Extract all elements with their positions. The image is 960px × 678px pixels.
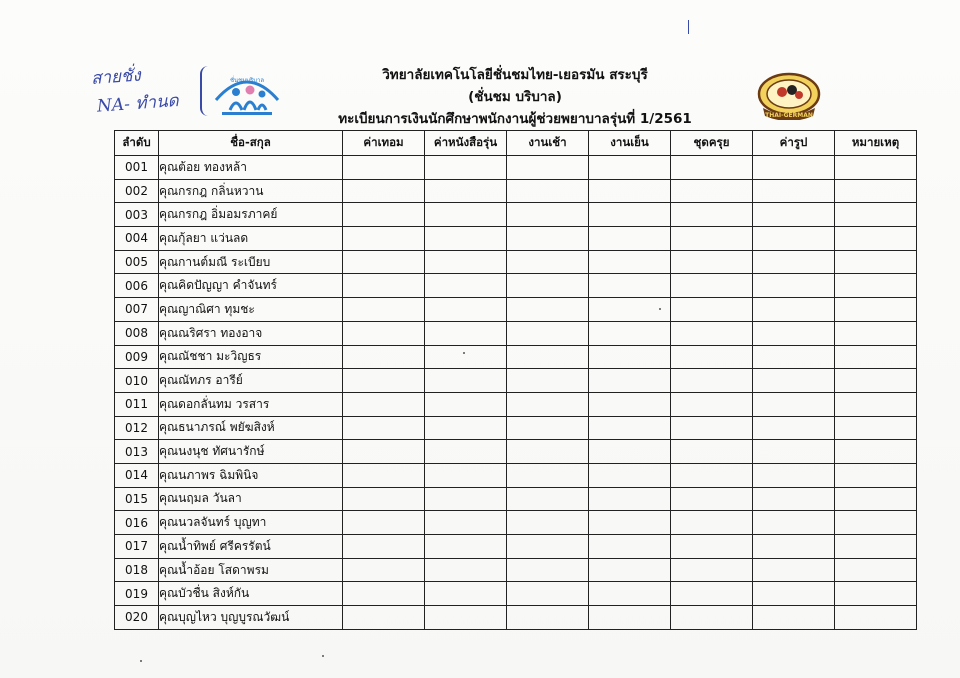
column-header-photo: ค่ารูป	[753, 131, 835, 156]
remarks-cell	[835, 440, 917, 464]
campus-name: (ชั่นชม บริบาล)	[468, 89, 562, 105]
row-number: 004	[115, 227, 159, 251]
evening-event-cell	[589, 416, 671, 440]
table-row	[115, 369, 917, 393]
row-number: 018	[115, 558, 159, 582]
gown-cell	[671, 203, 753, 227]
evening-event-cell	[589, 321, 671, 345]
evening-event-cell	[589, 582, 671, 606]
student-name: คุณณริศรา ทองอาจ	[159, 321, 343, 345]
row-number: 005	[115, 250, 159, 274]
row-number: 015	[115, 487, 159, 511]
document-title: ทะเบียนการเงินนักศึกษาพนักงานผู้ช่วยพยาบาลรุ่นที่ 1/2561	[338, 111, 692, 127]
row-number: 014	[115, 463, 159, 487]
row-number: 010	[115, 369, 159, 393]
table-row	[115, 392, 917, 416]
photo-cell	[753, 463, 835, 487]
tuition-cell	[343, 321, 425, 345]
table-row	[115, 558, 917, 582]
morning-event-cell	[507, 463, 589, 487]
column-header-morning-event: งานเช้า	[507, 131, 589, 156]
table-row	[115, 416, 917, 440]
evening-event-cell	[589, 227, 671, 251]
morning-event-cell	[507, 250, 589, 274]
gown-cell	[671, 558, 753, 582]
photo-cell	[753, 606, 835, 630]
tuition-cell	[343, 203, 425, 227]
gown-cell	[671, 227, 753, 251]
gown-cell	[671, 321, 753, 345]
tuition-cell	[343, 463, 425, 487]
remarks-cell	[835, 582, 917, 606]
photo-cell	[753, 369, 835, 393]
row-number: 009	[115, 345, 159, 369]
yearbook-cell	[425, 582, 507, 606]
student-name: คุณณัทภร อารีย์	[159, 369, 343, 393]
row-number: 008	[115, 321, 159, 345]
table-row	[115, 487, 917, 511]
photo-cell	[753, 416, 835, 440]
college-logo-left	[212, 70, 282, 118]
remarks-cell	[835, 156, 917, 180]
morning-event-cell	[507, 156, 589, 180]
gown-cell	[671, 606, 753, 630]
table-header-row	[115, 131, 917, 156]
gown-cell	[671, 416, 753, 440]
student-name: คุณญาณิศา ทุมชะ	[159, 298, 343, 322]
yearbook-cell	[425, 227, 507, 251]
pen-mark	[688, 20, 689, 34]
student-name: คุณนฤมล วันลา	[159, 487, 343, 511]
photo-cell	[753, 227, 835, 251]
student-name: คุณดอกลั่นทม วรสาร	[159, 392, 343, 416]
tuition-cell	[343, 369, 425, 393]
student-name: คุณกรกฎ กลิ่นหวาน	[159, 179, 343, 203]
remarks-cell	[835, 345, 917, 369]
yearbook-cell	[425, 321, 507, 345]
photo-cell	[753, 203, 835, 227]
tuition-cell	[343, 582, 425, 606]
tuition-cell	[343, 606, 425, 630]
tuition-cell	[343, 440, 425, 464]
yearbook-cell	[425, 440, 507, 464]
morning-event-cell	[507, 416, 589, 440]
table-row	[115, 274, 917, 298]
remarks-cell	[835, 535, 917, 559]
student-name: คุณน้ำทิพย์ ศรีครรัตน์	[159, 535, 343, 559]
morning-event-cell	[507, 440, 589, 464]
gown-cell	[671, 440, 753, 464]
table-row	[115, 440, 917, 464]
handwritten-line-1: สายชั่ง	[90, 65, 142, 89]
tuition-cell	[343, 179, 425, 203]
morning-event-cell	[507, 511, 589, 535]
gown-cell	[671, 298, 753, 322]
photo-cell	[753, 582, 835, 606]
student-name: คุณต้อย ทองหล้า	[159, 156, 343, 180]
student-name: คุณบัวชื่น สิงห์กัน	[159, 582, 343, 606]
morning-event-cell	[507, 582, 589, 606]
student-name: คุณธนาภรณ์ พยัฆสิงห์	[159, 416, 343, 440]
remarks-cell	[835, 392, 917, 416]
row-number: 019	[115, 582, 159, 606]
morning-event-cell	[507, 274, 589, 298]
tuition-cell	[343, 511, 425, 535]
table-row	[115, 535, 917, 559]
yearbook-cell	[425, 558, 507, 582]
yearbook-cell	[425, 156, 507, 180]
photo-cell	[753, 156, 835, 180]
student-name: คุณนงนุช ทัศนารักษ์	[159, 440, 343, 464]
evening-event-cell	[589, 606, 671, 630]
row-number: 002	[115, 179, 159, 203]
evening-event-cell	[589, 179, 671, 203]
student-name: คุณกุ้ลยา แว่นลด	[159, 227, 343, 251]
photo-cell	[753, 487, 835, 511]
student-name: คุณน้ำอ้อย โสดาพรม	[159, 558, 343, 582]
yearbook-cell	[425, 250, 507, 274]
college-name: วิทยาลัยเทคโนโลยีชั่นชมไทย-เยอรมัน สระบุรี	[382, 67, 648, 83]
row-number: 011	[115, 392, 159, 416]
gown-cell	[671, 179, 753, 203]
yearbook-cell	[425, 392, 507, 416]
remarks-cell	[835, 416, 917, 440]
gown-cell	[671, 369, 753, 393]
morning-event-cell	[507, 392, 589, 416]
table-row	[115, 156, 917, 180]
tuition-cell	[343, 298, 425, 322]
evening-event-cell	[589, 511, 671, 535]
student-name: คุณกรกฎ อิ่มอมรภาคย์	[159, 203, 343, 227]
gown-cell	[671, 511, 753, 535]
photo-cell	[753, 298, 835, 322]
tuition-cell	[343, 156, 425, 180]
table-row	[115, 203, 917, 227]
tuition-cell	[343, 227, 425, 251]
remarks-cell	[835, 227, 917, 251]
table-row	[115, 298, 917, 322]
evening-event-cell	[589, 487, 671, 511]
logo-left-text: ชั่นชมบริบาล	[229, 77, 265, 84]
tuition-cell	[343, 487, 425, 511]
row-number: 017	[115, 535, 159, 559]
table-row	[115, 582, 917, 606]
remarks-cell	[835, 203, 917, 227]
tuition-cell	[343, 345, 425, 369]
tuition-cell	[343, 392, 425, 416]
column-header-gown: ชุดครุย	[671, 131, 753, 156]
morning-event-cell	[507, 227, 589, 251]
remarks-cell	[835, 298, 917, 322]
morning-event-cell	[507, 321, 589, 345]
tuition-cell	[343, 535, 425, 559]
evening-event-cell	[589, 156, 671, 180]
row-number: 006	[115, 274, 159, 298]
morning-event-cell	[507, 203, 589, 227]
student-name: คุณนภาพร ฉิมพินิจ	[159, 463, 343, 487]
evening-event-cell	[589, 463, 671, 487]
remarks-cell	[835, 511, 917, 535]
row-number: 001	[115, 156, 159, 180]
yearbook-cell	[425, 179, 507, 203]
table-row	[115, 179, 917, 203]
column-header-number: ลำดับ	[115, 131, 159, 156]
table-row	[115, 345, 917, 369]
student-name: คุณนวลจันทร์ บุญทา	[159, 511, 343, 535]
logo-right-text: THAI-GERMAN	[765, 112, 813, 119]
column-header-yearbook: ค่าหนังสือรุ่น	[425, 131, 507, 156]
yearbook-cell	[425, 274, 507, 298]
row-number: 016	[115, 511, 159, 535]
row-number: 007	[115, 298, 159, 322]
photo-cell	[753, 321, 835, 345]
remarks-cell	[835, 487, 917, 511]
yearbook-cell	[425, 298, 507, 322]
remarks-cell	[835, 179, 917, 203]
morning-event-cell	[507, 179, 589, 203]
handwritten-note	[90, 59, 179, 121]
gown-cell	[671, 250, 753, 274]
evening-event-cell	[589, 274, 671, 298]
yearbook-cell	[425, 203, 507, 227]
remarks-cell	[835, 369, 917, 393]
student-name: คุณบุญไหว บุญบูรณวัฒน์	[159, 606, 343, 630]
column-header-evening-event: งานเย็น	[589, 131, 671, 156]
morning-event-cell	[507, 298, 589, 322]
remarks-cell	[835, 321, 917, 345]
photo-cell	[753, 274, 835, 298]
evening-event-cell	[589, 440, 671, 464]
table-row	[115, 250, 917, 274]
gown-cell	[671, 535, 753, 559]
table-row	[115, 227, 917, 251]
tuition-cell	[343, 250, 425, 274]
yearbook-cell	[425, 535, 507, 559]
table-row	[115, 606, 917, 630]
evening-event-cell	[589, 345, 671, 369]
gown-cell	[671, 392, 753, 416]
yearbook-cell	[425, 369, 507, 393]
tuition-cell	[343, 274, 425, 298]
photo-cell	[753, 558, 835, 582]
remarks-cell	[835, 606, 917, 630]
table-row	[115, 463, 917, 487]
row-number: 020	[115, 606, 159, 630]
document-header	[290, 64, 740, 130]
gown-cell	[671, 274, 753, 298]
gown-cell	[671, 487, 753, 511]
college-seal-right	[755, 72, 823, 120]
photo-cell	[753, 440, 835, 464]
yearbook-cell	[425, 487, 507, 511]
student-name: คุณคิดปัญญา คำจันทร์	[159, 274, 343, 298]
yearbook-cell	[425, 345, 507, 369]
yearbook-cell	[425, 511, 507, 535]
row-number: 013	[115, 440, 159, 464]
evening-event-cell	[589, 558, 671, 582]
remarks-cell	[835, 250, 917, 274]
gown-cell	[671, 582, 753, 606]
yearbook-cell	[425, 463, 507, 487]
evening-event-cell	[589, 392, 671, 416]
gown-cell	[671, 463, 753, 487]
morning-event-cell	[507, 606, 589, 630]
evening-event-cell	[589, 535, 671, 559]
morning-event-cell	[507, 369, 589, 393]
photo-cell	[753, 535, 835, 559]
column-header-remarks: หมายเหตุ	[835, 131, 917, 156]
remarks-cell	[835, 558, 917, 582]
photo-cell	[753, 392, 835, 416]
yearbook-cell	[425, 416, 507, 440]
photo-cell	[753, 250, 835, 274]
morning-event-cell	[507, 487, 589, 511]
row-number: 012	[115, 416, 159, 440]
evening-event-cell	[589, 203, 671, 227]
photo-cell	[753, 179, 835, 203]
yearbook-cell	[425, 606, 507, 630]
remarks-cell	[835, 274, 917, 298]
student-name: คุณกานต์มณี ระเบียบ	[159, 250, 343, 274]
photo-cell	[753, 511, 835, 535]
student-name: คุณณัชชา มะวิญธร	[159, 345, 343, 369]
morning-event-cell	[507, 558, 589, 582]
handwritten-line-2: NA- ทำนด	[96, 91, 180, 117]
tuition-cell	[343, 558, 425, 582]
evening-event-cell	[589, 250, 671, 274]
morning-event-cell	[507, 345, 589, 369]
table-row	[115, 511, 917, 535]
tuition-cell	[343, 416, 425, 440]
photo-cell	[753, 345, 835, 369]
column-header-tuition: ค่าเทอม	[343, 131, 425, 156]
morning-event-cell	[507, 535, 589, 559]
payment-register-table	[114, 130, 917, 630]
gown-cell	[671, 345, 753, 369]
row-number: 003	[115, 203, 159, 227]
gown-cell	[671, 156, 753, 180]
table-row	[115, 321, 917, 345]
column-header-name: ชื่อ-สกุล	[159, 131, 343, 156]
remarks-cell	[835, 463, 917, 487]
evening-event-cell	[589, 369, 671, 393]
